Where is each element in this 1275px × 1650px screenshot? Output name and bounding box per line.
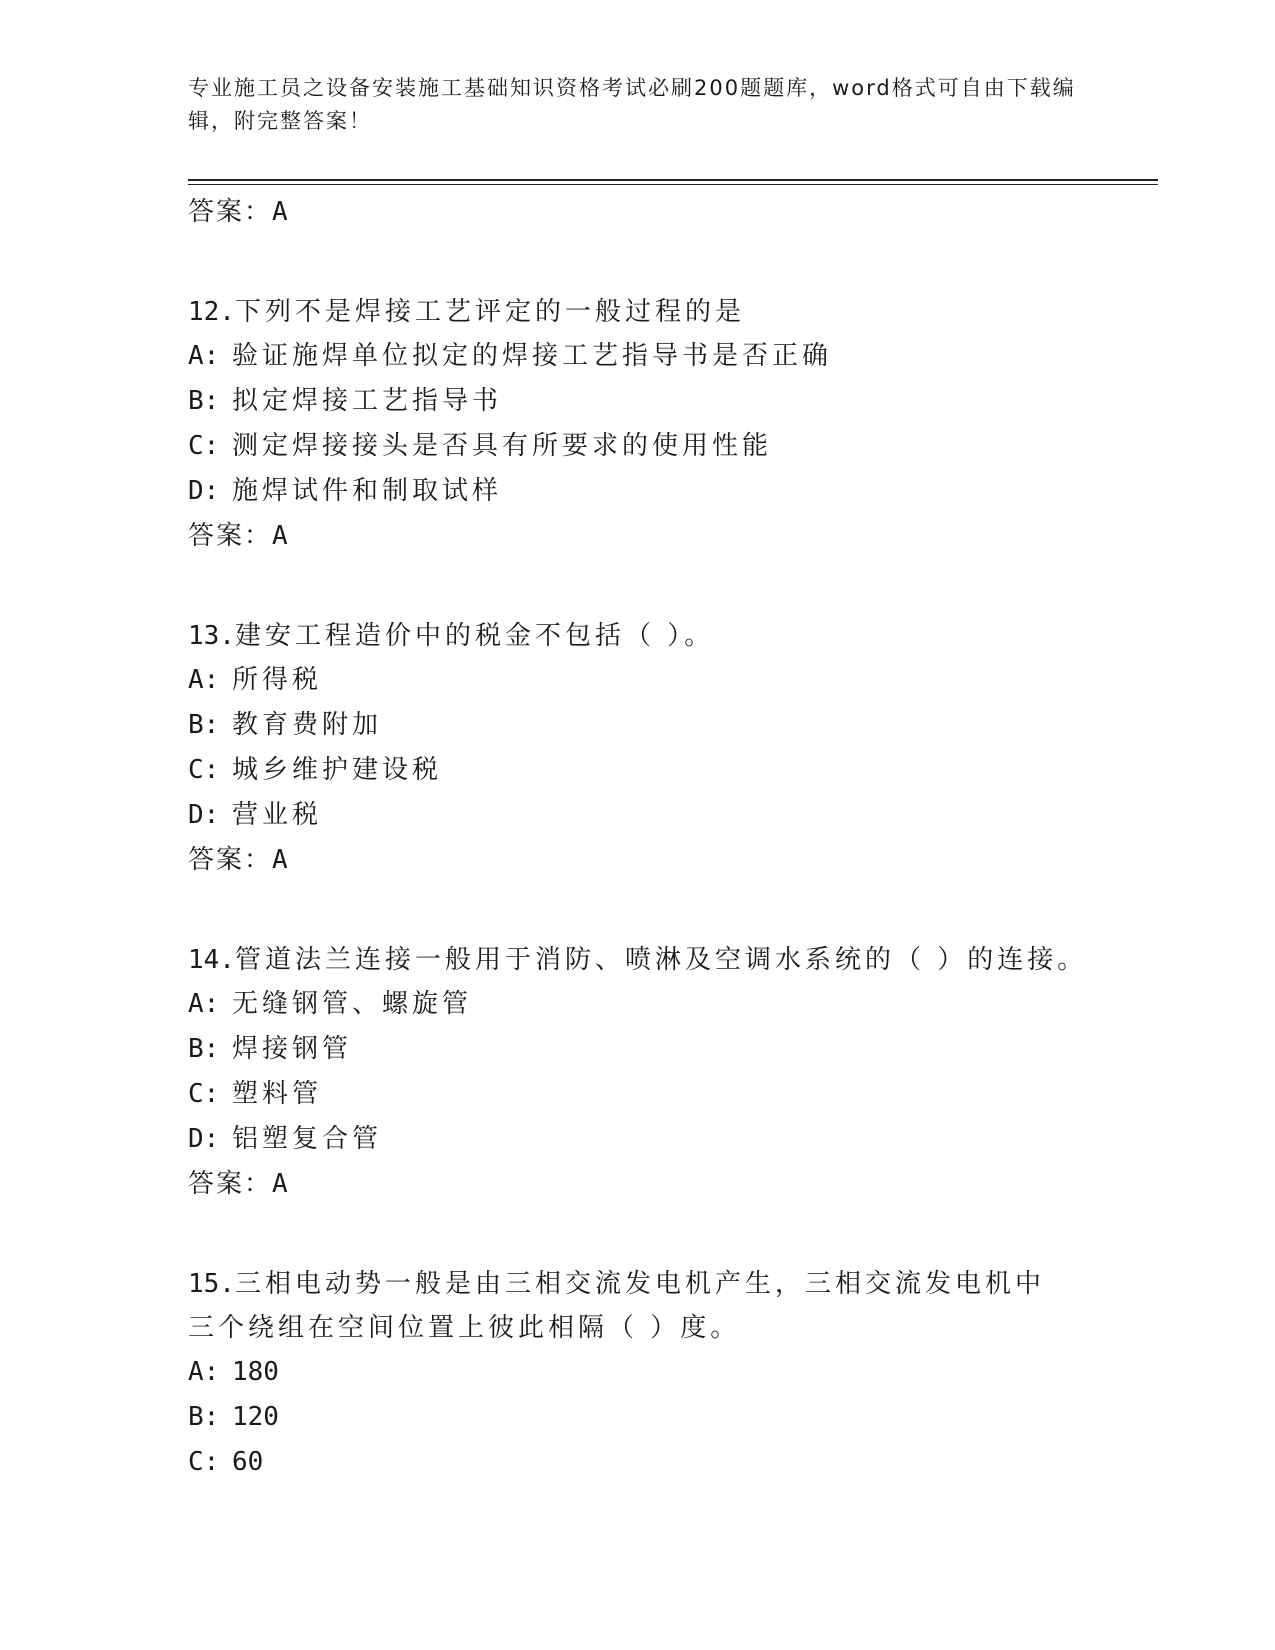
option-c — [188, 1440, 1148, 1485]
option-text: 焊接钢管 — [232, 1034, 353, 1064]
option-letter: A: — [188, 665, 220, 695]
option-letter: A: — [188, 341, 220, 371]
header-divider-thick — [188, 179, 1158, 181]
option-letter: D: — [188, 476, 220, 506]
option-text: 180 — [232, 1357, 279, 1387]
option-c — [188, 1072, 1148, 1117]
option-letter: A: — [188, 989, 220, 1019]
question-number: 15. — [188, 1269, 235, 1299]
option-d — [188, 793, 1148, 838]
option-letter: B: — [188, 1402, 220, 1432]
option-a — [188, 1350, 1148, 1395]
option-letter: C: — [188, 431, 220, 461]
question-15 — [188, 1262, 1148, 1485]
option-text: 无缝钢管、螺旋管 — [232, 989, 473, 1019]
option-letter: B: — [188, 710, 220, 740]
option-letter: B: — [188, 1034, 220, 1064]
question-stem — [188, 290, 1148, 334]
question-stem — [188, 938, 1148, 982]
answer-value: A — [272, 197, 290, 227]
previous-answer — [188, 190, 1148, 234]
option-c — [188, 424, 1148, 469]
document-header — [188, 72, 1088, 138]
question-14 — [188, 938, 1148, 1206]
option-a — [188, 658, 1148, 703]
question-stem — [188, 614, 1148, 658]
option-a — [188, 982, 1148, 1027]
option-letter: D: — [188, 1124, 220, 1154]
question-number: 12. — [188, 297, 235, 327]
document-title: 专业施工员之设备安装施工基础知识资格考试必刷200题题库，word格式可自由下载编辑，附完整答案！ — [188, 76, 1076, 133]
option-text: 测定焊接接头是否具有所要求的使用性能 — [232, 431, 773, 461]
option-letter: D: — [188, 800, 220, 830]
option-b — [188, 1395, 1148, 1440]
answer-label: 答案： — [188, 845, 273, 875]
option-text: 120 — [232, 1402, 279, 1432]
option-letter: B: — [188, 386, 220, 416]
option-d — [188, 1117, 1148, 1162]
option-d — [188, 469, 1148, 514]
question-text: 建安工程造价中的税金不包括（ ）。 — [234, 621, 715, 651]
option-b — [188, 379, 1148, 424]
option-letter: C: — [188, 1447, 220, 1477]
option-text: 教育费附加 — [232, 710, 383, 740]
question-answer — [188, 514, 1148, 558]
option-text: 塑料管 — [232, 1079, 323, 1109]
question-answer — [188, 1162, 1148, 1206]
option-b — [188, 703, 1148, 748]
answer-label: 答案： — [188, 1169, 273, 1199]
option-text: 验证施焊单位拟定的焊接工艺指导书是否正确 — [232, 341, 833, 371]
answer-label: 答案： — [188, 521, 273, 551]
question-text: 管道法兰连接一般用于消防、喷淋及空调水系统的（ ）的连接。 — [234, 945, 1088, 975]
question-answer — [188, 838, 1148, 882]
header-divider-thin — [188, 184, 1158, 185]
question-list — [188, 190, 1148, 1485]
answer-value: A — [272, 845, 290, 875]
answer-label: 答案： — [188, 197, 273, 227]
answer-value: A — [272, 521, 290, 551]
question-number: 14. — [188, 945, 235, 975]
question-stem — [188, 1262, 1048, 1350]
option-letter: C: — [188, 1079, 220, 1109]
option-text: 铝塑复合管 — [232, 1124, 383, 1154]
option-text: 施焊试件和制取试样 — [232, 476, 503, 506]
option-letter: A: — [188, 1357, 220, 1387]
option-text: 拟定焊接工艺指导书 — [232, 386, 503, 416]
option-b — [188, 1027, 1148, 1072]
answer-value: A — [272, 1169, 290, 1199]
question-text: 三相电动势一般是由三相交流发电机产生，三相交流发电机中三个绕组在空间位置上彼此相隔（ ）度。 — [188, 1269, 1045, 1343]
option-text: 60 — [232, 1447, 264, 1477]
question-12 — [188, 290, 1148, 558]
question-text: 下列不是焊接工艺评定的一般过程的是 — [234, 297, 745, 327]
option-c — [188, 748, 1148, 793]
option-text: 营业税 — [232, 800, 323, 830]
question-number: 13. — [188, 621, 235, 651]
option-text: 城乡维护建设税 — [232, 755, 443, 785]
option-letter: C: — [188, 755, 220, 785]
option-a — [188, 334, 1148, 379]
option-text: 所得税 — [232, 665, 323, 695]
question-13 — [188, 614, 1148, 882]
